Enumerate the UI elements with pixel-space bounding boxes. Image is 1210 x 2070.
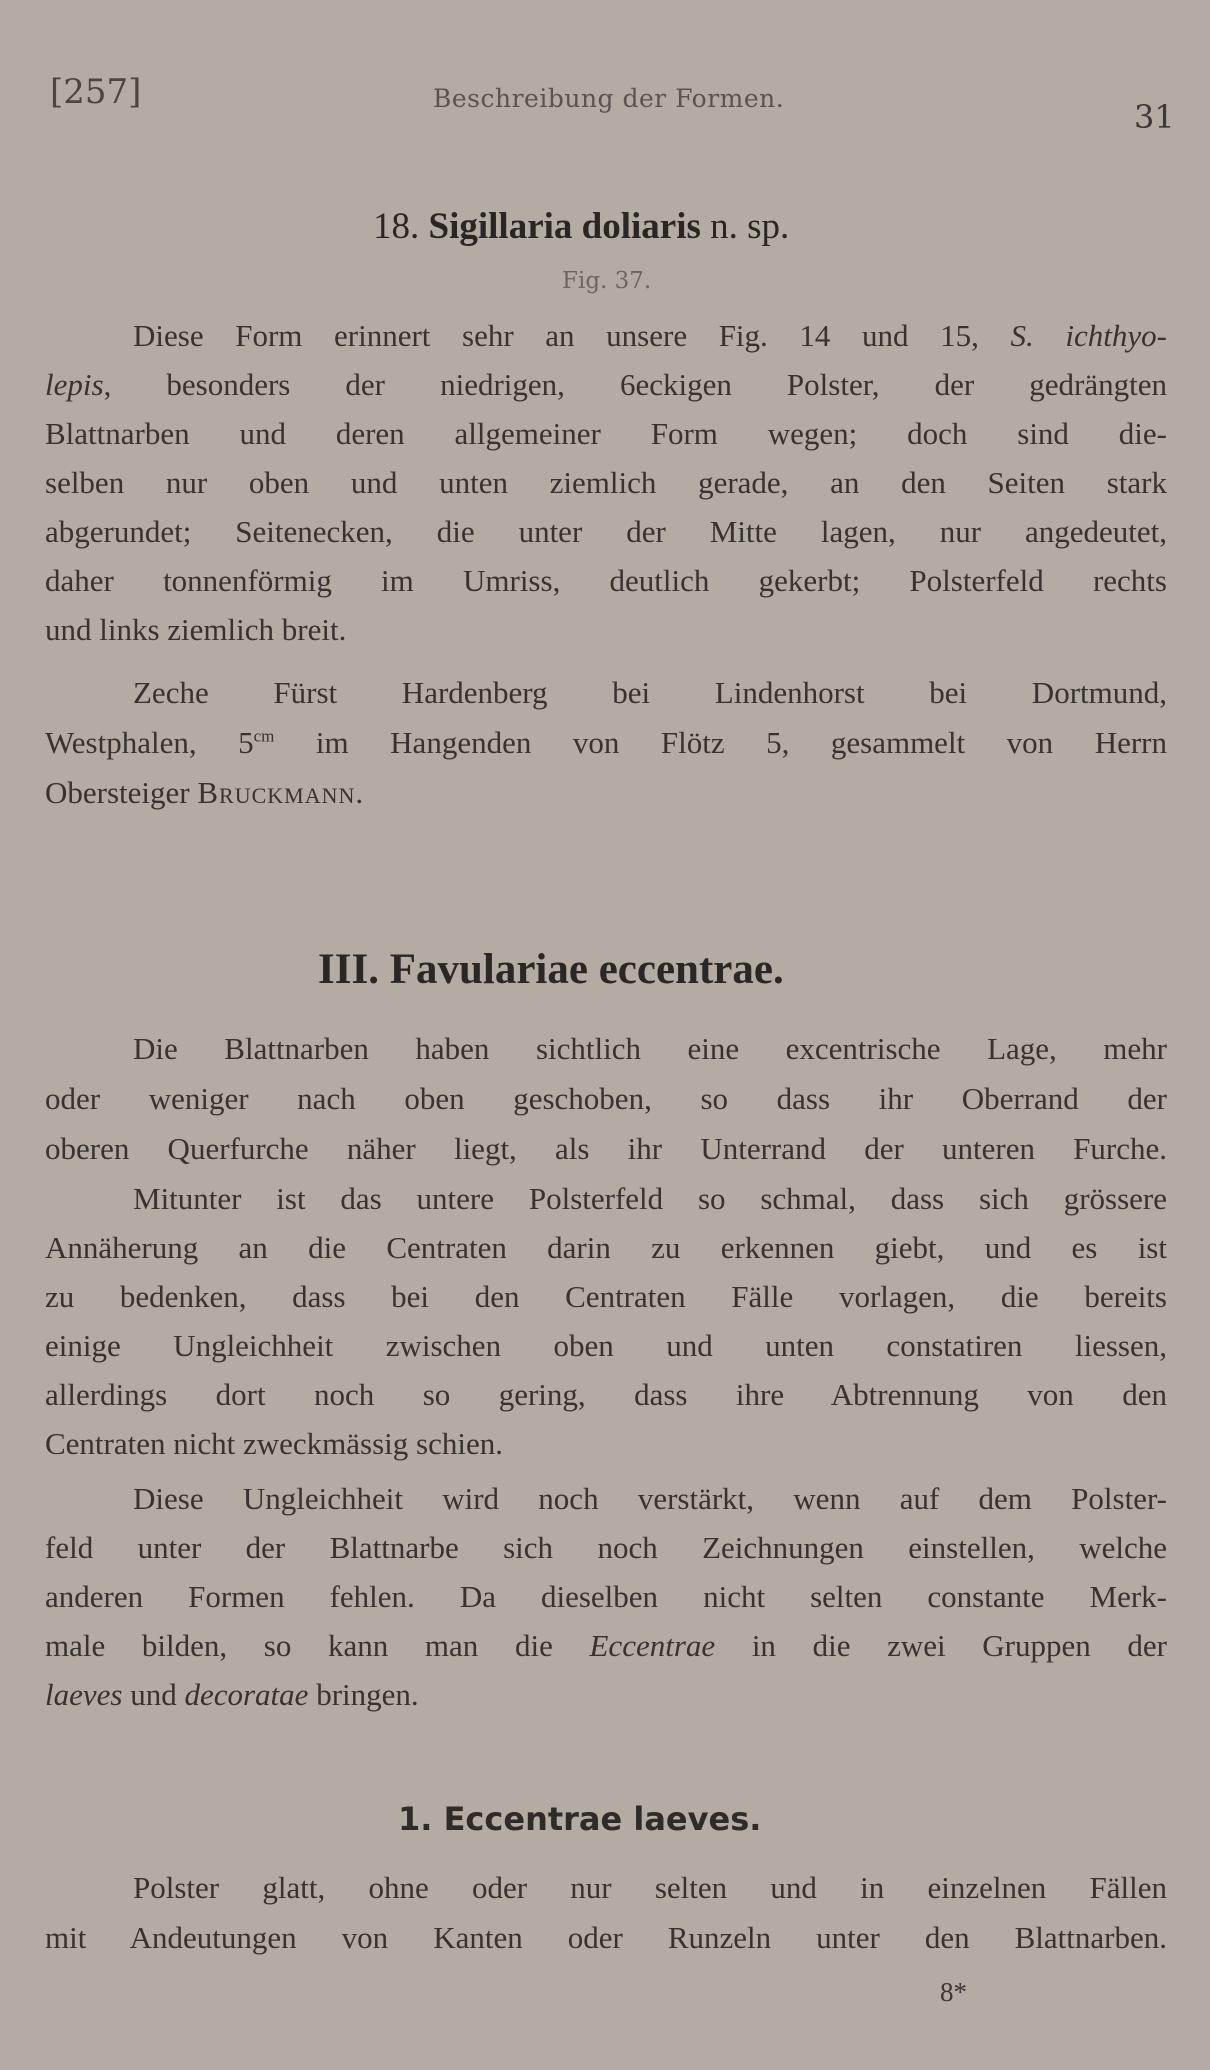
text-line: Annäherung an die Centraten darin zu erkennen giebt, und es ist [45,1230,1167,1265]
text-line: Die Blattnarben haben sichtlich eine excentrische Lage, mehr [133,1031,1167,1066]
text-line: feld unter der Blattnarbe sich noch Zeichnungen einstellen, welche [45,1530,1167,1565]
text-line: Centraten nicht zweckmässig schien. [45,1426,503,1461]
text-line: male bilden, so kann man die Eccentrae in die zwei Gruppen der [45,1628,1168,1663]
text-line: Diese Ungleichheit wird noch verstärkt, wenn auf dem Polster- [133,1481,1167,1516]
text-line: Blattnarben und deren allgemeiner Form wegen; doch sind die- [45,416,1167,451]
text-line: einige Ungleichheit zwischen oben und unten constatiren liessen, [45,1328,1167,1363]
text-line: oberen Querfurche näher liegt, als ihr Unterrand der unteren Furche. [45,1131,1167,1166]
text-line: abgerundet; Seitenecken, die unter der Mitte lagen, nur angedeutet, [45,514,1167,549]
text-line: anderen Formen fehlen. Da dieselben nicht selten constante Merk- [45,1579,1167,1614]
subsection-heading: 1. Eccentrae laeves. [398,1800,762,1838]
text-line: oder weniger nach oben geschoben, so dass ihr Oberrand der [45,1081,1167,1116]
text-line: mit Andeutungen von Kanten oder Runzeln unter den Blattnarben. [45,1920,1167,1955]
signature-mark: 8* [940,1977,967,2007]
part-heading: III. Favulariae eccentrae. [318,946,784,993]
text-line: Mitunter ist das untere Polsterfeld so schmal, dass sich grössere [133,1181,1167,1216]
text-line: und links ziemlich breit. [45,612,347,647]
text-line: Westphalen, $5^{cm}$ im Hangenden von Flötz 5, gesammelt von Herrn [45,725,1167,760]
running-head: Beschreibung der Formen. [433,84,785,113]
header-bracket-page: [257] [50,72,142,112]
text-line: Obersteiger Bruckmann. [45,775,364,810]
text-line: zu bedenken, dass bei den Centraten Fälle vorlagen, die bereits [45,1279,1167,1314]
text-line: laeves und decoratae bringen. [45,1677,419,1712]
section-number: 18. [373,206,420,247]
text-line: Zeche Fürst Hardenberg bei Lindenhorst bei Dortmund, [133,675,1167,710]
page-number: 31 [1134,98,1175,136]
text-line: Polster glatt, ohne oder nur selten und in einzelnen Fällen [133,1870,1167,1905]
text-line: selben nur oben und unten ziemlich gerade, an den Seiten stark [45,465,1167,500]
figure-reference: Fig. 37. [562,268,652,294]
section-heading-18 [373,205,789,248]
text-line: lepis, besonders der niedrigen, 6eckigen Polster, der gedrängten [45,367,1167,402]
text-line: Diese Form erinnert sehr an unsere Fig. 14 und 15, S. ichthyo- [133,318,1167,353]
species-suffix: n. sp. [710,206,790,247]
text-line: allerdings dort noch so gering, dass ihre Abtrennung von den [45,1377,1167,1412]
species-name: Sigillaria doliaris [428,206,701,247]
text-line: daher tonnenförmig im Umriss, deutlich gekerbt; Polsterfeld rechts [45,563,1167,598]
